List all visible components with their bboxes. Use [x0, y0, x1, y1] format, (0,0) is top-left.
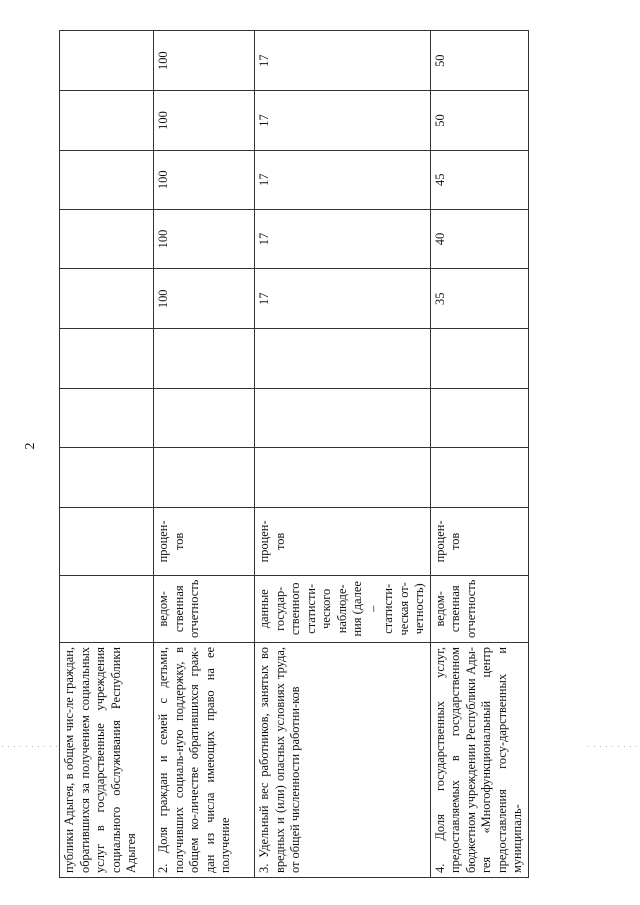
- value-cell: [60, 388, 154, 447]
- value-cell: 40: [430, 209, 528, 268]
- value-cell: [154, 329, 255, 388]
- scan-dot: [588, 746, 589, 747]
- scan-dot: [600, 746, 601, 747]
- scan-dot: [630, 746, 631, 747]
- scan-dot: [612, 746, 613, 747]
- value-cell: [255, 388, 431, 447]
- indicator-name-cell: 3. Удельный вес работников, занятых во вредных и (или) опасных условиях труда, от общей численности работни-ков: [255, 643, 431, 878]
- table-row: [430, 31, 528, 878]
- scan-dot: [38, 746, 39, 747]
- value-cell: [60, 150, 154, 209]
- scan-dot: [618, 746, 619, 747]
- value-cell: 50: [430, 31, 528, 91]
- table-row: [60, 31, 154, 878]
- unit-cell: процен-тов: [430, 508, 528, 575]
- value-cell: [154, 447, 255, 507]
- scan-dot: [8, 746, 9, 747]
- value-cell: [60, 209, 154, 268]
- value-cell: [430, 388, 528, 447]
- value-cell: 17: [255, 269, 431, 329]
- value-cell: [430, 447, 528, 507]
- value-cell: 17: [255, 31, 431, 91]
- scan-dot: [20, 746, 21, 747]
- value-cell: [430, 329, 528, 388]
- value-cell: [60, 447, 154, 507]
- value-cell: 100: [154, 150, 255, 209]
- unit-cell: процен-тов: [255, 508, 431, 575]
- unit-cell: [60, 508, 154, 575]
- value-cell: [60, 269, 154, 329]
- scan-dot: [32, 746, 33, 747]
- table-row: [255, 31, 431, 878]
- unit-cell: процен-тов: [154, 508, 255, 575]
- scan-dot: [50, 746, 51, 747]
- value-cell: 100: [154, 209, 255, 268]
- scan-dot: [606, 746, 607, 747]
- scan-dot: [636, 746, 637, 747]
- value-cell: 100: [154, 269, 255, 329]
- value-cell: [255, 447, 431, 507]
- page-number: 2: [23, 442, 38, 450]
- scan-dot: [624, 746, 625, 747]
- data-source-cell: ведом-ственная отчетность: [154, 575, 255, 642]
- value-cell: [60, 329, 154, 388]
- value-cell: [60, 91, 154, 150]
- value-cell: 100: [154, 91, 255, 150]
- data-source-cell: ведом-ственная отчетность: [430, 575, 528, 642]
- scan-dot: [26, 746, 27, 747]
- scan-dot: [594, 746, 595, 747]
- value-cell: 17: [255, 91, 431, 150]
- value-cell: 50: [430, 91, 528, 150]
- value-cell: [60, 31, 154, 91]
- value-cell: 45: [430, 150, 528, 209]
- value-cell: 100: [154, 31, 255, 91]
- value-cell: 35: [430, 269, 528, 329]
- value-cell: [255, 329, 431, 388]
- table-row: [154, 31, 255, 878]
- scan-dot: [44, 746, 45, 747]
- scan-dot: [14, 746, 15, 747]
- indicator-name-cell: публики Адыгея, в общем чис-ле граждан, обратившихся за получением социальных услуг в государственные учреждения социального обслуживания Республики Адыгея: [60, 643, 154, 878]
- indicators-table: [59, 30, 529, 878]
- scan-dot: [56, 746, 57, 747]
- value-cell: [154, 388, 255, 447]
- indicator-name-cell: 2. Доля граждан и семей с детьми, получивших социаль-ную поддержку, в общем ко-личестве обратившихся граж-дан из числа имеющих право на ее получение: [154, 643, 255, 878]
- rotated-table-container: [59, 30, 524, 878]
- data-source-cell: [60, 575, 154, 642]
- scan-dot: [2, 746, 3, 747]
- data-source-cell: данные государ-ственного статисти-ческого наблюде-ния (далее – статисти-ческая от-четность): [255, 575, 431, 642]
- value-cell: 17: [255, 209, 431, 268]
- value-cell: 17: [255, 150, 431, 209]
- indicator-name-cell: 4. Доля государственных услуг, предоставляемых в государственном бюджетном учреждении Республики Ады-гея «Многофункциональный центр предоставления госу-дарственных и муниципаль-: [430, 643, 528, 878]
